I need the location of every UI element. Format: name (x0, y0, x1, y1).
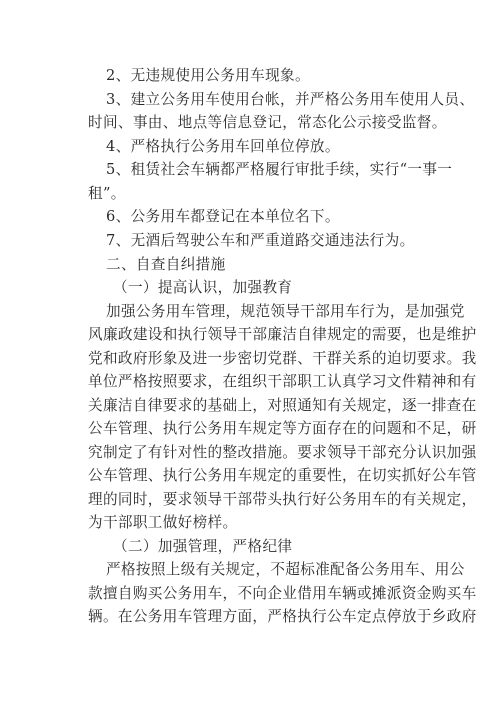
paragraph-line: 关廉洁自律要求的基础上，对照通知有关规定，逐一排查在 (88, 397, 477, 414)
paragraph-line: 加强公务用车管理，规范领导干部用车行为，是加强党 (106, 303, 465, 320)
paragraph-line: 究制定了有针对性的整改措施。要求领导干部充分认识加强 (88, 444, 477, 461)
paragraph-line: 单位严格按照要求，在组织干部职工认真学习文件精神和有 (88, 373, 477, 390)
text-line-item-3: 3、建立公务用车使用台帐，并严格公务用车使用人员、 (106, 91, 475, 108)
subsection-heading-1: （一）提高认识，加强教育 (113, 279, 293, 296)
paragraph-line: 辆。在公务用车管理方面，严格执行公车定点停放于乡政府 (88, 608, 477, 625)
text-line-item-5: 5、租赁社会车辆都严格履行审批手续，实行“一事一 (106, 161, 453, 178)
paragraph-line: 公车管理、执行公务用车规定的重要性，在切实抓好公车管 (88, 467, 477, 484)
paragraph-line: 党和政府形象及进一步密切党群、干群关系的迫切要求。我 (88, 350, 477, 367)
paragraph-line: 风廉政建设和执行领导干部廉洁自律规定的需要，也是维护 (88, 326, 477, 343)
paragraph-line: 严格按照上级有关规定，不超标准配备公务用车、用公 (106, 561, 465, 578)
paragraph-line: 公车管理、执行公务用车规定等方面存在的问题和不足，研 (88, 420, 477, 437)
section-heading-2: 二、自查自纠措施 (106, 256, 226, 273)
paragraph-line: 款擅自购买公务用车，不向企业借用车辆或摊派资金购买车 (88, 585, 477, 602)
paragraph-line: 理的同时，要求领导干部带头执行好公务用车的有关规定， (88, 491, 477, 508)
subsection-heading-2: （二）加强管理，严格纪律 (113, 538, 293, 555)
text-line-item-7: 7、无酒后驾驶公车和严重道路交通违法行为。 (106, 232, 415, 249)
text-line-item-3-cont: 时间、事由、地点等信息登记，常态化公示接受监督。 (88, 114, 447, 131)
text-line-item-2: 2、无违规使用公务用车现象。 (106, 67, 310, 84)
text-line-item-6: 6、公务用车都登记在本单位名下。 (106, 208, 340, 225)
text-line-item-4: 4、严格执行公务用车回单位停放。 (106, 138, 340, 155)
text-line-item-5-cont: 租”。 (88, 185, 126, 202)
paragraph-line: 为干部职工做好榜样。 (88, 514, 238, 531)
